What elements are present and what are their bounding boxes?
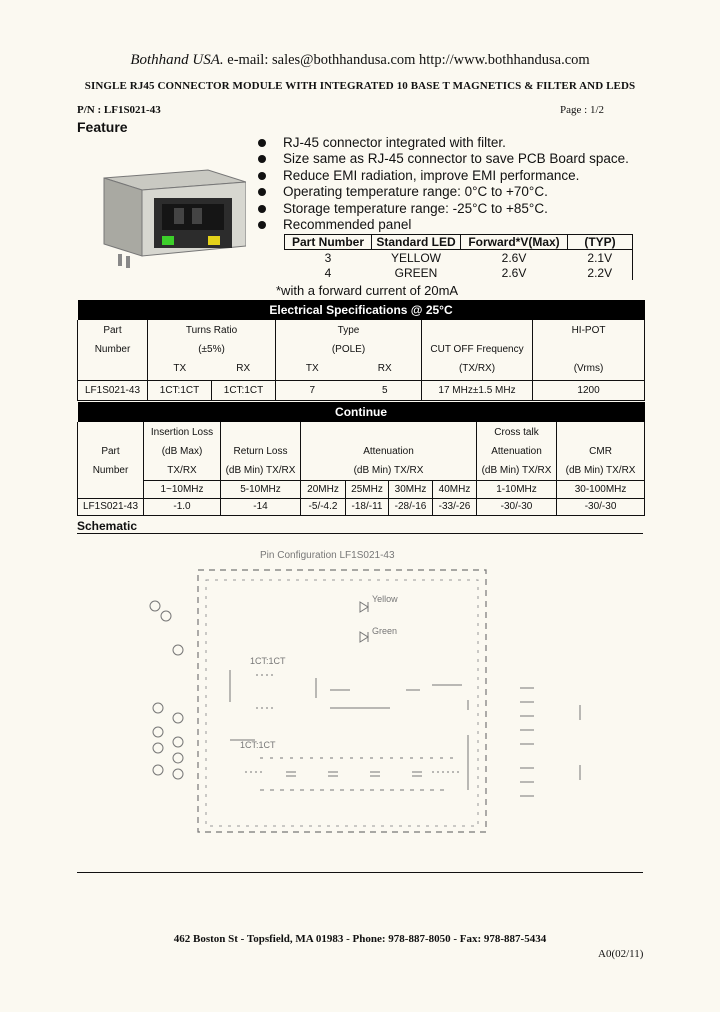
schematic-caption: Pin Configuration LF1S021-43 bbox=[260, 550, 395, 561]
page-number: Page : 1/2 bbox=[560, 104, 604, 116]
led-col-forward: Forward*V(Max) bbox=[461, 235, 568, 250]
feature-item: Operating temperature range: 0°C to +70°C. bbox=[258, 184, 629, 200]
schematic-heading: Schematic bbox=[77, 519, 138, 533]
continue-spec-table: Continue Insertion Loss Cross talk Part (dB Max) Return Loss Attenuation Attenuation CMR Number TX/RX (dB Min) TX/RX (dB Min) TX/RX (dB Min) TX/RX (dB Min) TX/RX 1~10MHz 5-10MHz 20MHz 25MHz 30MHz 40MHz 1-10MHz 30-100MHz LF1S021-43 -1.0 -14 -5/-4.2 -18/-11 -28/-16 -33/-26 -30/-30 -30/-30 bbox=[77, 402, 645, 516]
forward-current-note: *with a forward current of 20mA bbox=[276, 283, 459, 298]
feature-item: Size same as RJ-45 connector to save PCB Board space. bbox=[258, 151, 629, 167]
bullet-icon bbox=[258, 139, 266, 147]
continue-spec-title: Continue bbox=[78, 402, 645, 422]
led-row: 4 GREEN 2.6V 2.2V bbox=[285, 265, 633, 280]
bullet-icon bbox=[258, 155, 266, 163]
tx-ratio-label: 1CT:1CT bbox=[250, 656, 286, 666]
green-led-icon bbox=[162, 236, 174, 245]
led-col-part: Part Number bbox=[285, 235, 372, 250]
bullet-icon bbox=[258, 205, 266, 213]
led-table bbox=[284, 234, 633, 280]
electrical-spec-table: Electrical Specifications @ 25°C Part Turns Ratio Type HI-POT Number (±5%) (POLE) CUT OFF Frequency TX RX TX RX (TX/RX) (Vrms) LF1S021-43 1CT:1CT 1CT:1CT 7 5 17 MHz±1.5 MHz 1200 bbox=[77, 300, 645, 401]
schematic-top-rule bbox=[77, 533, 643, 534]
company-header bbox=[0, 52, 720, 69]
feature-item: Recommended panel bbox=[258, 217, 629, 233]
pin-markers-left bbox=[150, 601, 183, 779]
schematic-diagram bbox=[110, 540, 610, 840]
company-brand: Bothhand USA. bbox=[130, 52, 224, 68]
led-green-label: Green bbox=[372, 626, 398, 636]
led-col-typ: (TYP) bbox=[568, 235, 633, 250]
led-symbol-green bbox=[360, 632, 368, 642]
electrical-spec-title: Electrical Specifications @ 25°C bbox=[78, 300, 645, 320]
part-number-label: P/N : LF1S021-43 bbox=[77, 104, 161, 116]
yellow-led-icon bbox=[208, 236, 220, 245]
rj45-connector-image bbox=[96, 160, 246, 270]
schematic-bottom-rule bbox=[77, 872, 643, 873]
pin-markers-right bbox=[520, 688, 580, 796]
bullet-icon bbox=[258, 221, 266, 229]
feature-item: Storage temperature range: -25°C to +85°C. bbox=[258, 201, 629, 217]
rx-ratio-label: 1CT:1CT bbox=[240, 740, 276, 750]
feature-heading: Feature bbox=[77, 119, 128, 135]
electrical-spec-row: LF1S021-43 1CT:1CT 1CT:1CT 7 5 17 MHz±1.5 MHz 1200 bbox=[78, 380, 645, 400]
tx-transformer bbox=[230, 670, 468, 710]
company-contact: e-mail: sales@bothhandusa.com http://www.bothhandusa.com bbox=[227, 52, 590, 68]
led-col-color: Standard LED bbox=[372, 235, 461, 250]
led-yellow-label: Yellow bbox=[372, 594, 398, 604]
continue-spec-row: LF1S021-43 -1.0 -14 -5/-4.2 -18/-11 -28/-16 -33/-26 -30/-30 -30/-30 bbox=[78, 498, 645, 515]
bullet-icon bbox=[258, 188, 266, 196]
feature-item: RJ-45 connector integrated with filter. bbox=[258, 135, 629, 151]
bullet-icon bbox=[258, 172, 266, 180]
led-symbol-yellow bbox=[360, 602, 368, 612]
led-row: 3 YELLOW 2.6V 2.1V bbox=[285, 250, 633, 266]
product-title: SINGLE RJ45 CONNECTOR MODULE WITH INTEGRATED 10 BASE T MAGNETICS & FILTER AND LEDS bbox=[84, 80, 636, 92]
footer-address: 462 Boston St - Topsfield, MA 01983 - Phone: 978-887-8050 - Fax: 978-887-5434 bbox=[173, 933, 547, 945]
revision-code: A0(02/11) bbox=[598, 948, 644, 960]
feature-item: Reduce EMI radiation, improve EMI performance. bbox=[258, 168, 629, 184]
feature-list bbox=[258, 135, 629, 233]
schematic-housing-outline bbox=[198, 570, 486, 832]
